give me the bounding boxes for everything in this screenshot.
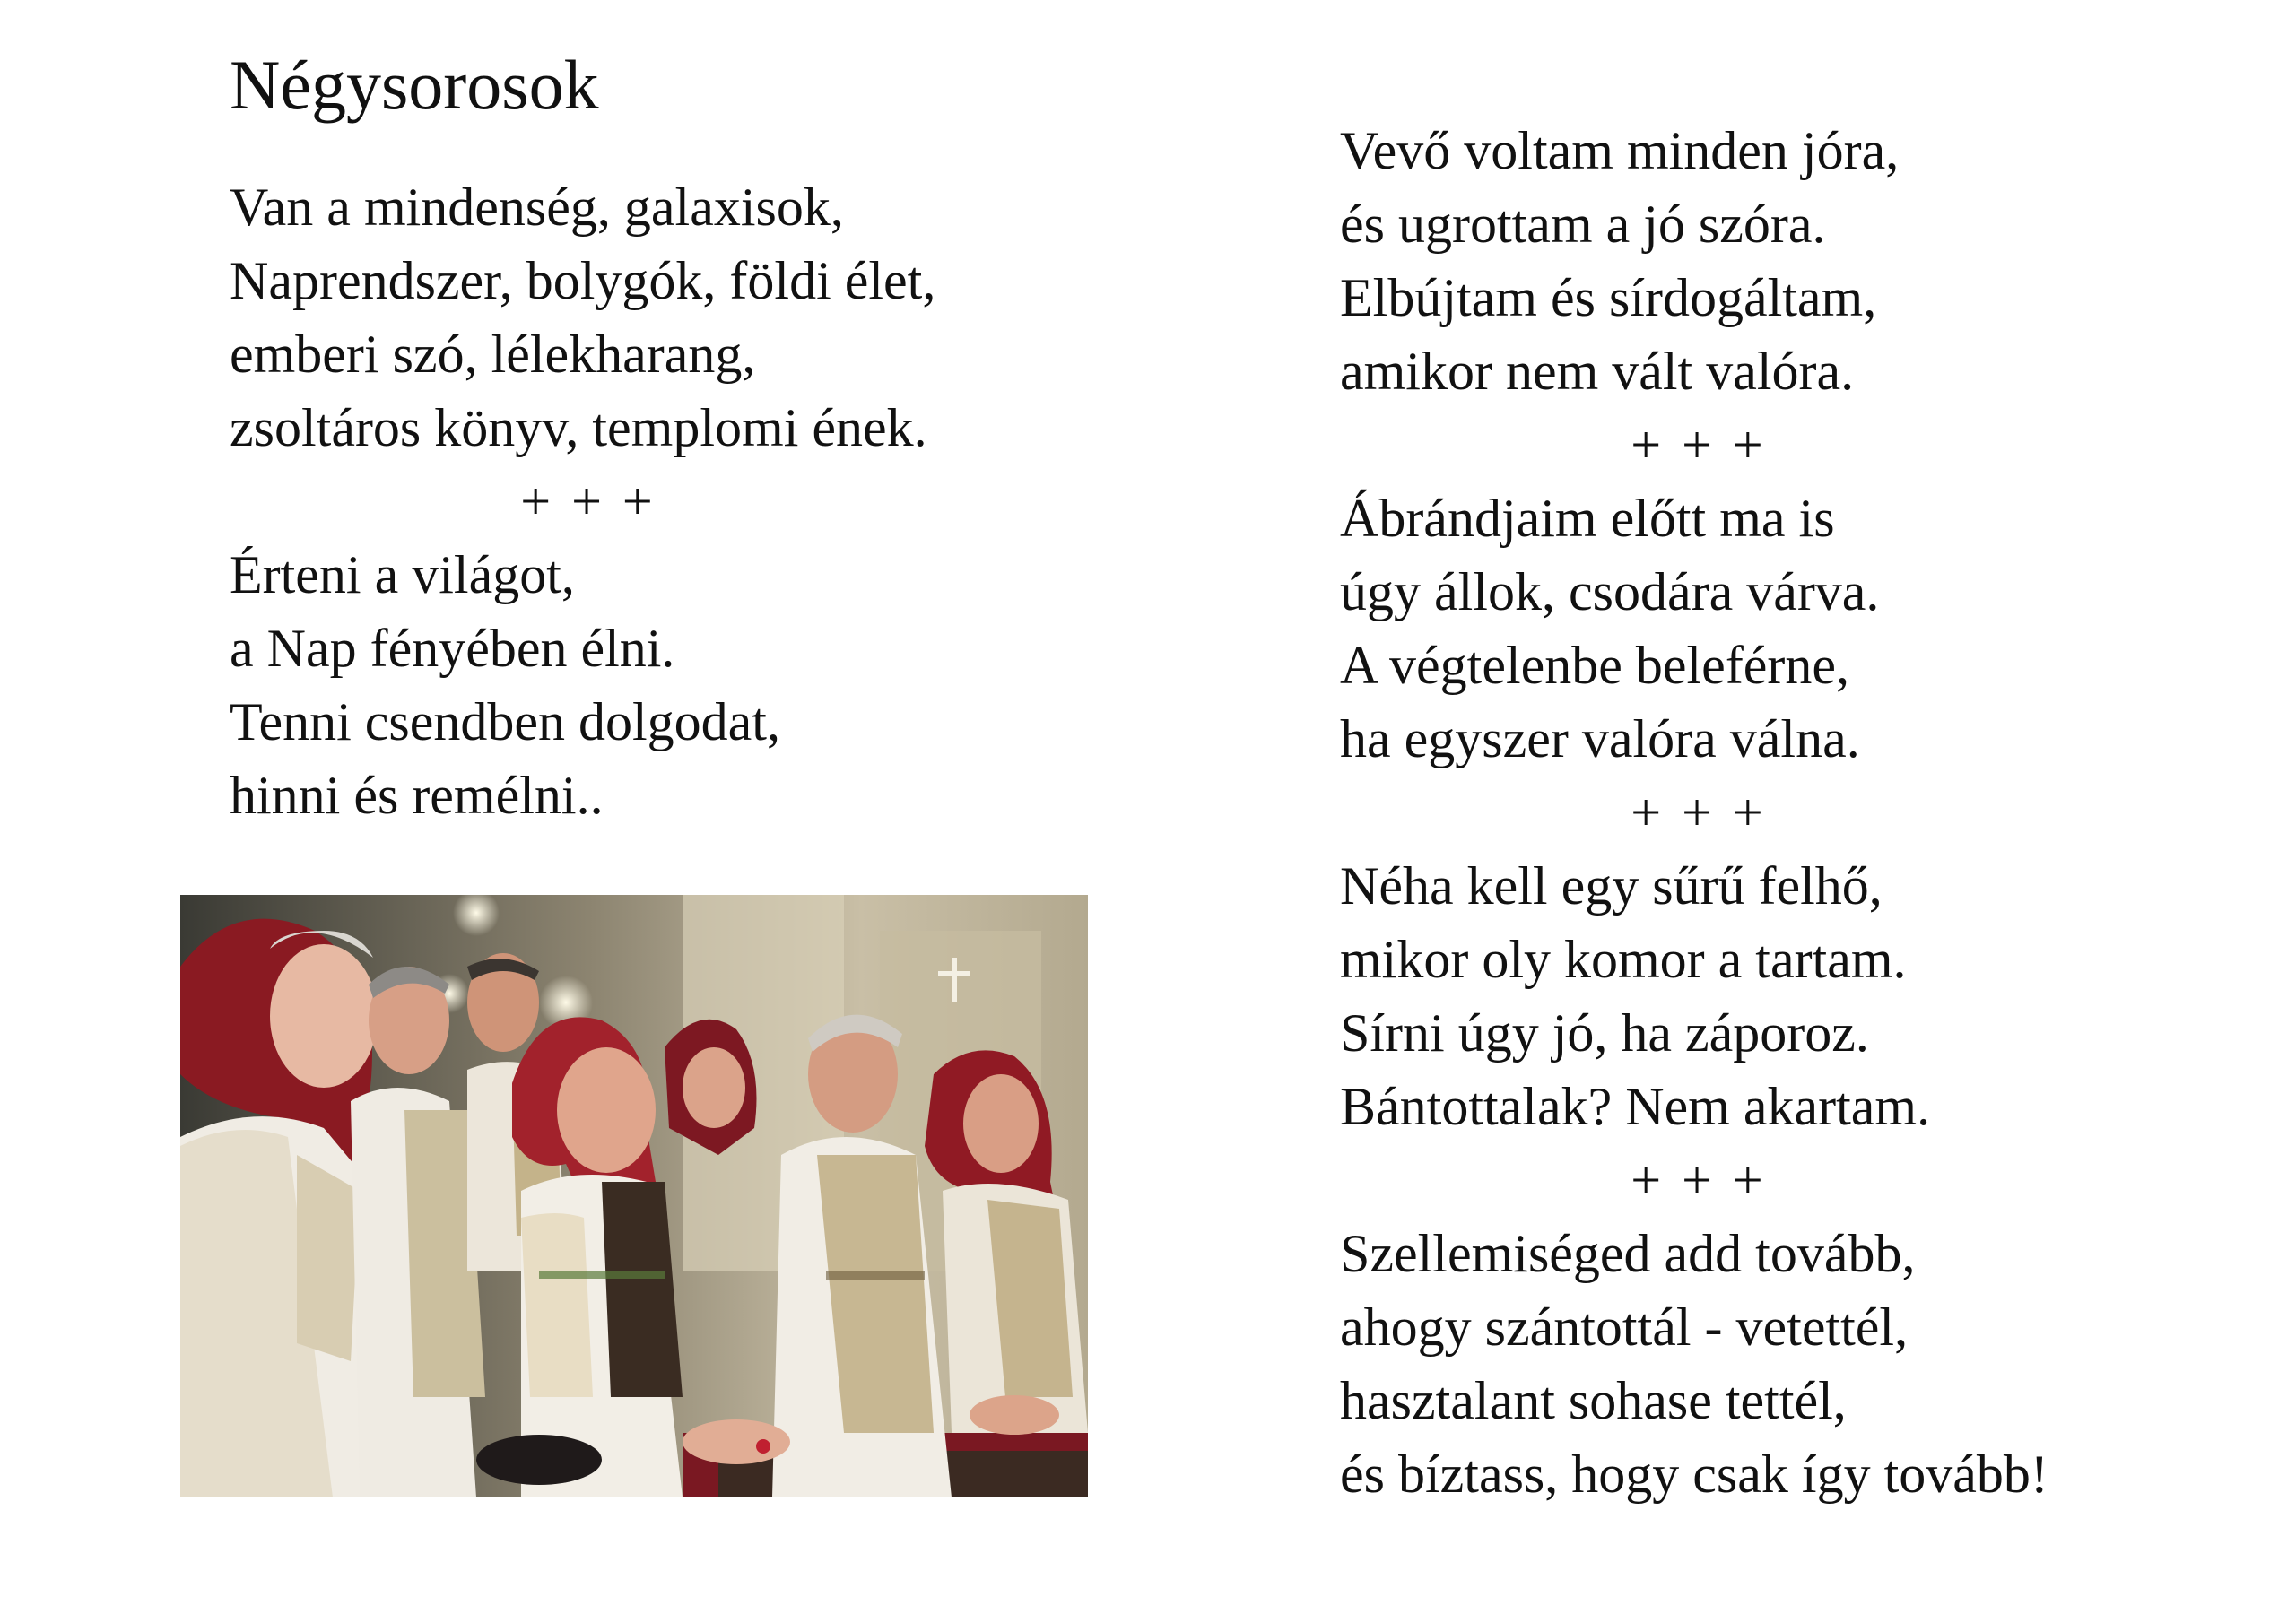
- poem-line: a Nap fényében élni.: [230, 619, 675, 678]
- poem-line: emberi szó, lélekharang,: [230, 325, 756, 384]
- poem-line: hasztalant sohase tettél,: [1340, 1371, 1847, 1430]
- left-poem: [230, 170, 1073, 832]
- poem-line: A végtelenbe beleférne,: [1340, 636, 1850, 695]
- poem-line: Naprendszer, bolygók, földi élet,: [230, 251, 936, 310]
- poem-line: és bíztass, hogy csak így tovább!: [1340, 1445, 2048, 1504]
- poem-line: amikor nem vált valóra.: [1340, 342, 1855, 401]
- poem-line: Van a mindenség, galaxisok,: [230, 178, 844, 237]
- poem-line: hinni és remélni..: [230, 766, 604, 825]
- poem-line: Szellemiséged add tovább,: [1340, 1224, 1916, 1283]
- stanza-separator: + + +: [1631, 415, 1767, 474]
- poem-line: és ugrottam a jó szóra.: [1340, 195, 1826, 254]
- poem-line: ahogy szántottál - vetettél,: [1340, 1298, 1909, 1357]
- stanza-separator: + + +: [1631, 1150, 1767, 1210]
- church-congregation-photo: [180, 895, 1088, 1497]
- poem-line: Érteni a világot,: [230, 545, 575, 604]
- poem-line: Vevő voltam minden jóra,: [1340, 121, 1900, 180]
- right-poem: [1340, 114, 2237, 1511]
- poem-line: úgy állok, csodára várva.: [1340, 562, 1880, 621]
- poem-line: zsoltáros könyv, templomi ének.: [230, 398, 927, 457]
- poem-line: Bántottalak? Nem akartam.: [1340, 1077, 1931, 1136]
- page-title: Négysorosok: [230, 46, 599, 124]
- poem-line: mikor oly komor a tartam.: [1340, 930, 1907, 989]
- poem-line: ha egyszer valóra válna.: [1340, 709, 1860, 768]
- stanza-separator: + + +: [1631, 783, 1767, 842]
- poem-line: Néha kell egy sűrű felhő,: [1340, 856, 1883, 916]
- poem-line: Tenni csendben dolgodat,: [230, 692, 780, 751]
- poem-line: Elbújtam és sírdogáltam,: [1340, 268, 1877, 327]
- poem-line: Ábrándjaim előtt ma is: [1340, 489, 1835, 548]
- stanza-separator: + + +: [520, 472, 657, 531]
- poem-line: Sírni úgy jó, ha záporoz.: [1340, 1003, 1869, 1063]
